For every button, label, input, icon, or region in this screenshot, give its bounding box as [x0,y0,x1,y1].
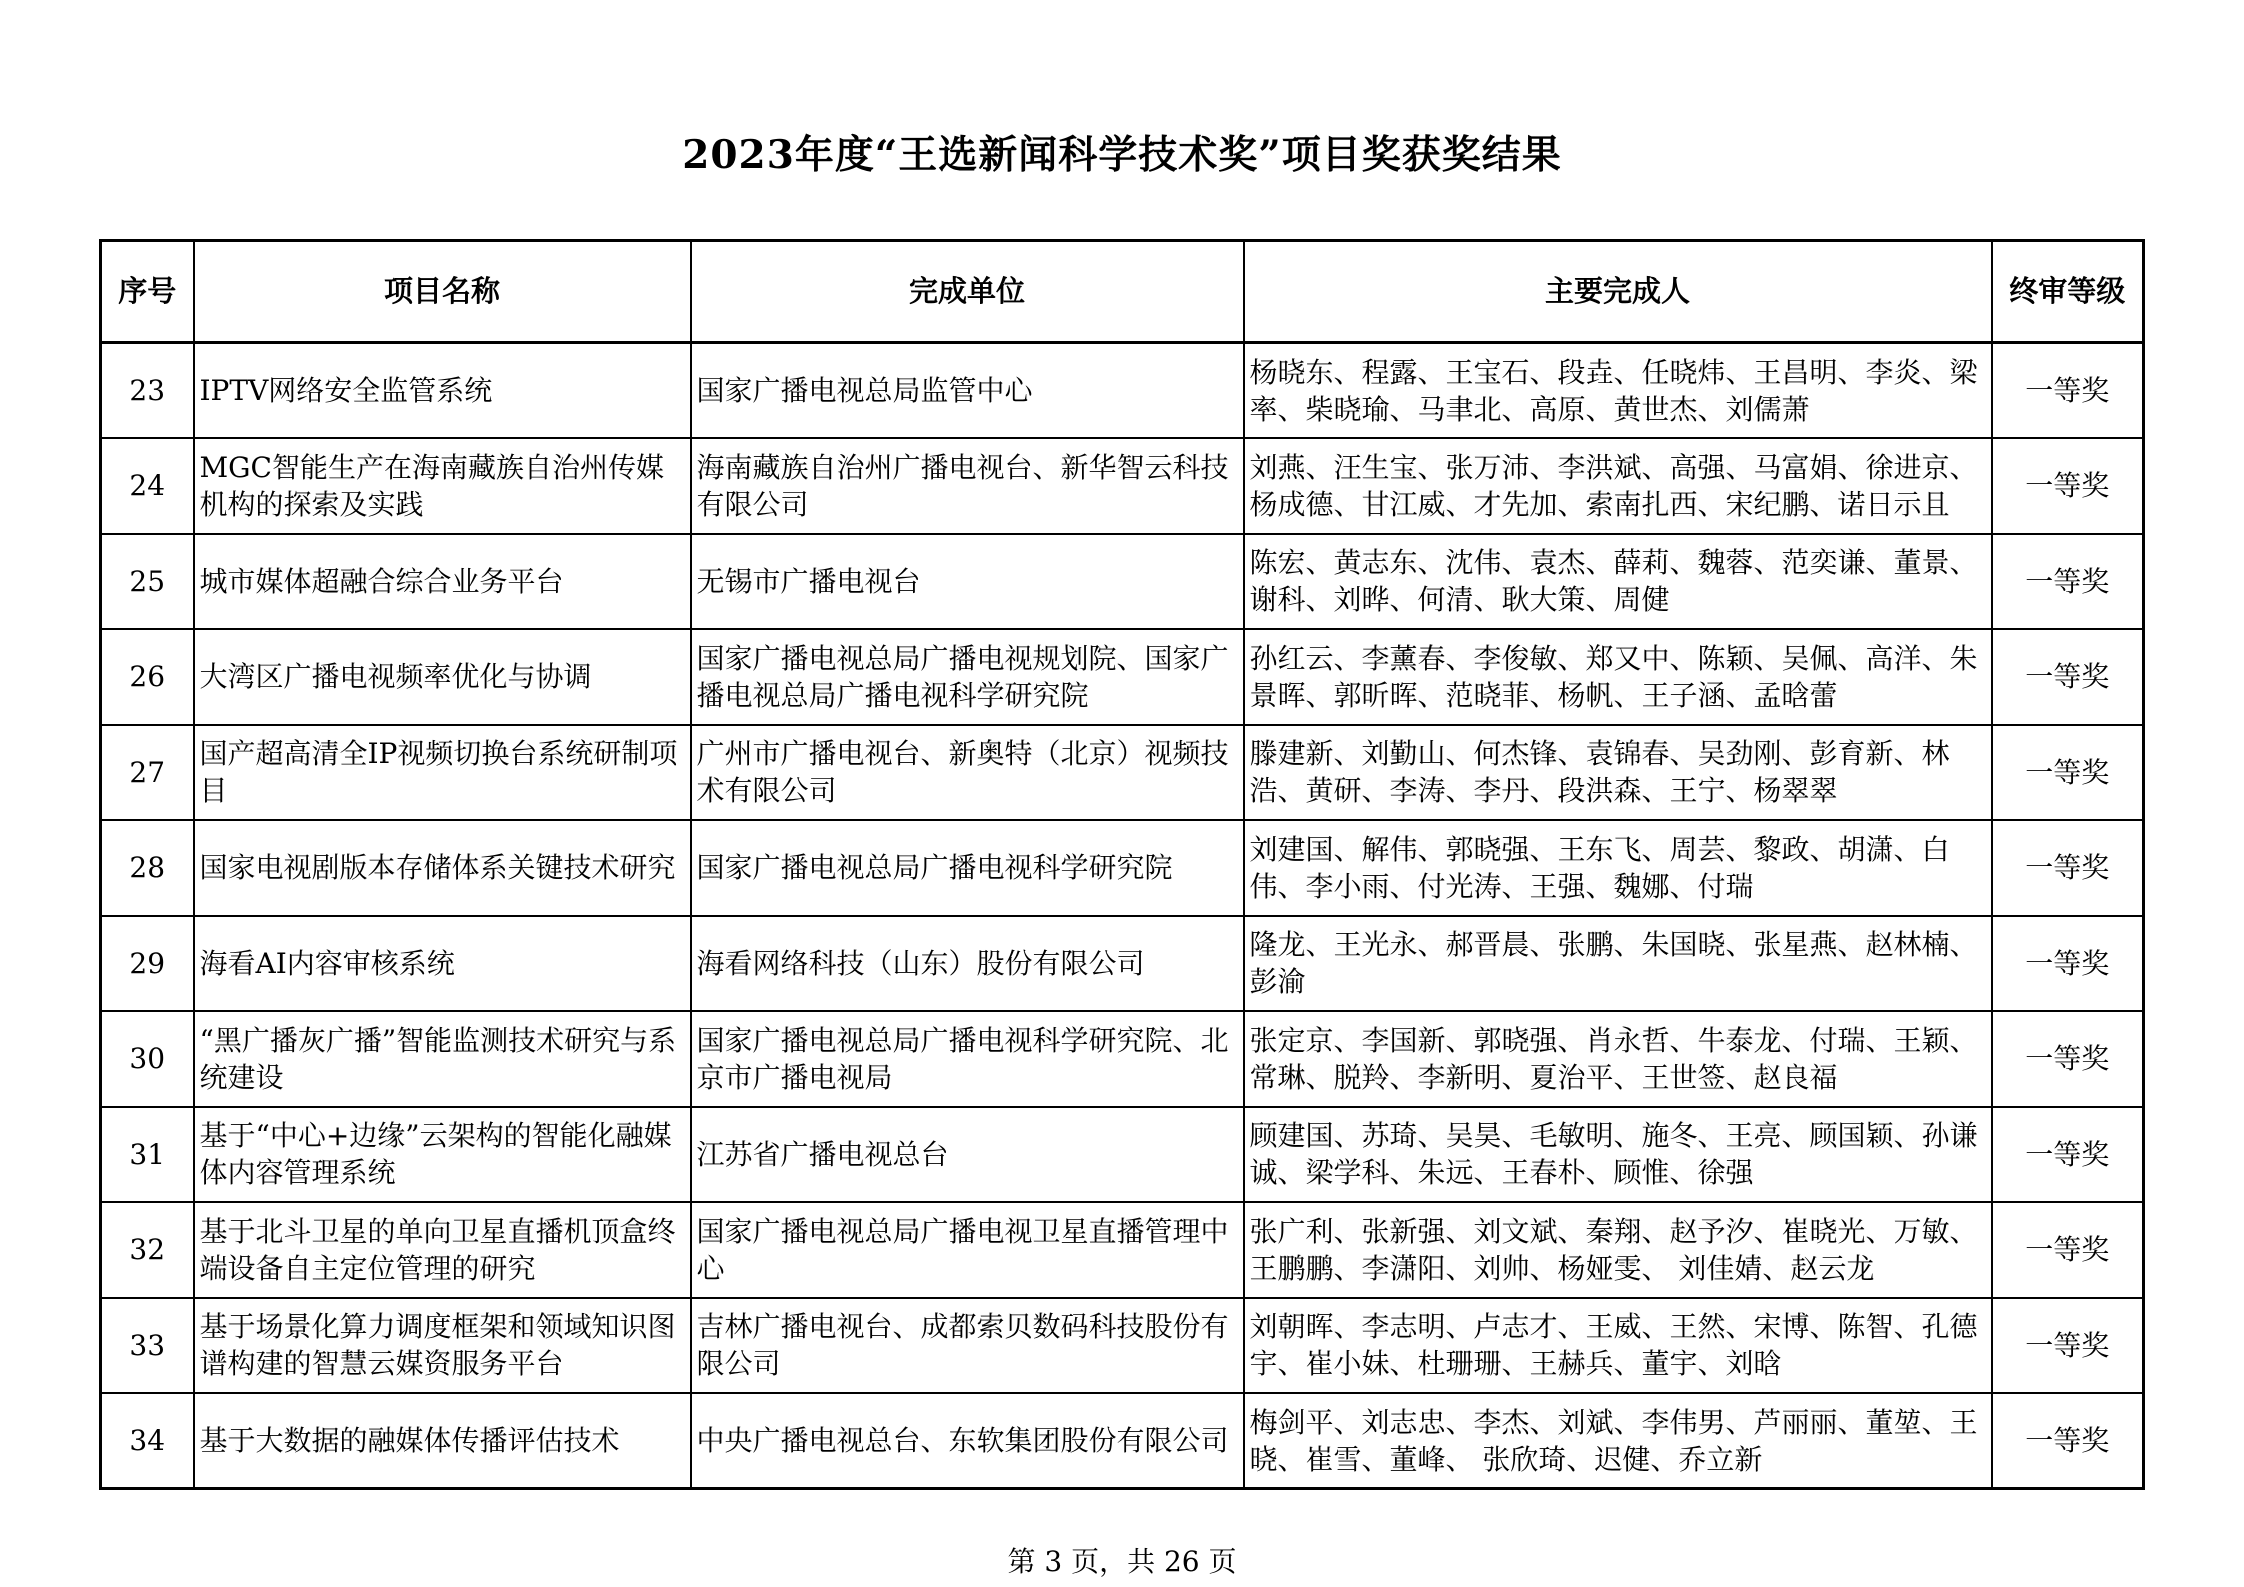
header-project-name: 项目名称 [194,241,691,343]
unit-cell: 国家广播电视总局广播电视科学研究院 [691,820,1244,916]
grade-cell: 一等奖 [1992,725,2144,821]
page-title: 2023年度“王选新闻科学技术奖”项目奖获奖结果 [682,132,1562,178]
unit-cell: 国家广播电视总局广播电视卫星直播管理中心 [691,1202,1244,1298]
unit-cell: 国家广播电视总局广播电视规划院、国家广播电视总局广播电视科学研究院 [691,629,1244,725]
unit-cell: 吉林广播电视台、成都索贝数码科技股份有限公司 [691,1298,1244,1394]
row-number: 28 [101,820,194,916]
people-cell: 张定京、李国新、郭晓强、肖永哲、牛泰龙、付瑞、王颖、常琳、脱羚、李新明、夏治平、王世签、赵良福 [1244,1011,1992,1107]
table-row [101,916,2144,1012]
grade-cell: 一等奖 [1992,438,2144,534]
people-cell: 刘朝晖、李志明、卢志才、王威、王然、宋博、陈智、孔德宇、崔小妹、杜珊珊、王赫兵、董宇、刘晗 [1244,1298,1992,1394]
table-row [101,1298,2144,1394]
grade-cell: 一等奖 [1992,916,2144,1012]
people-cell: 梅剑平、刘志忠、李杰、刘斌、李伟男、芦丽丽、董堃、王晓、崔雪、董峰、 张欣琦、迟健、乔立新 [1244,1393,1992,1489]
awards-table [99,239,2145,1490]
table-row [101,343,2144,439]
row-number: 30 [101,1011,194,1107]
project-name-cell: 大湾区广播电视频率优化与协调 [194,629,691,725]
people-cell: 刘建国、解伟、郭晓强、王东飞、周芸、黎政、胡潇、白伟、李小雨、付光涛、王强、魏娜、付瑞 [1244,820,1992,916]
project-name-cell: 城市媒体超融合综合业务平台 [194,534,691,630]
project-name-cell: 基于北斗卫星的单向卫星直播机顶盒终端设备自主定位管理的研究 [194,1202,691,1298]
header-people: 主要完成人 [1244,241,1992,343]
project-name-cell: MGC智能生产在海南藏族自治州传媒机构的探索及实践 [194,438,691,534]
people-cell: 顾建国、苏琦、吴昊、毛敏明、施冬、王亮、顾国颖、孙谦诚、梁学科、朱远、王春朴、顾惟、徐强 [1244,1107,1992,1203]
table-row [101,1107,2144,1203]
unit-cell: 海南藏族自治州广播电视台、新华智云科技有限公司 [691,438,1244,534]
grade-cell: 一等奖 [1992,820,2144,916]
header-row [101,241,2144,343]
row-number: 29 [101,916,194,1012]
grade-cell: 一等奖 [1992,1202,2144,1298]
grade-cell: 一等奖 [1992,534,2144,630]
row-number: 24 [101,438,194,534]
people-cell: 滕建新、刘勤山、何杰锋、袁锦春、吴劲刚、彭育新、林浩、黄研、李涛、李丹、段洪森、王宁、杨翠翠 [1244,725,1992,821]
people-cell: 杨晓东、程露、王宝石、段垚、任晓炜、王昌明、李炎、梁率、柴晓瑜、马聿北、高原、黄世杰、刘儒萧 [1244,343,1992,439]
header-unit: 完成单位 [691,241,1244,343]
row-number: 32 [101,1202,194,1298]
unit-cell: 国家广播电视总局监管中心 [691,343,1244,439]
people-cell: 陈宏、黄志东、沈伟、袁杰、薛莉、魏蓉、范奕谦、董景、谢科、刘晔、何清、耿大策、周健 [1244,534,1992,630]
grade-cell: 一等奖 [1992,1011,2144,1107]
table-row [101,534,2144,630]
project-name-cell: IPTV网络安全监管系统 [194,343,691,439]
people-cell: 孙红云、李薰春、李俊敏、郑又中、陈颖、吴佩、高洋、朱景晖、郭昕晖、范晓菲、杨帆、王子涵、孟晗蕾 [1244,629,1992,725]
row-number: 23 [101,343,194,439]
project-name-cell: 基于大数据的融媒体传播评估技术 [194,1393,691,1489]
table-row [101,1393,2144,1489]
people-cell: 张广利、张新强、刘文斌、秦翔、赵予汐、崔晓光、万敏、王鹏鹏、李潇阳、刘帅、杨娅雯、 刘佳婧、赵云龙 [1244,1202,1992,1298]
table-row [101,725,2144,821]
project-name-cell: “黑广播灰广播”智能监测技术研究与系统建设 [194,1011,691,1107]
grade-cell: 一等奖 [1992,343,2144,439]
people-cell: 隆龙、王光永、郝晋晨、张鹏、朱国晓、张星燕、赵林楠、彭渝 [1244,916,1992,1012]
table-row [101,820,2144,916]
table-row [101,629,2144,725]
unit-cell: 无锡市广播电视台 [691,534,1244,630]
grade-cell: 一等奖 [1992,1107,2144,1203]
project-name-cell: 海看AI内容审核系统 [194,916,691,1012]
grade-cell: 一等奖 [1992,629,2144,725]
project-name-cell: 国产超高清全IP视频切换台系统研制项目 [194,725,691,821]
unit-cell: 海看网络科技（山东）股份有限公司 [691,916,1244,1012]
row-number: 31 [101,1107,194,1203]
row-number: 26 [101,629,194,725]
table-row [101,438,2144,534]
unit-cell: 江苏省广播电视总台 [691,1107,1244,1203]
grade-cell: 一等奖 [1992,1298,2144,1394]
header-grade: 终审等级 [1992,241,2144,343]
row-number: 25 [101,534,194,630]
row-number: 33 [101,1298,194,1394]
row-number: 27 [101,725,194,821]
unit-cell: 国家广播电视总局广播电视科学研究院、北京市广播电视局 [691,1011,1244,1107]
people-cell: 刘燕、汪生宝、张万沛、李洪斌、高强、马富娟、徐进京、杨成德、甘江威、才先加、索南扎西、宋纪鹏、诺日示且 [1244,438,1992,534]
table-row [101,1202,2144,1298]
unit-cell: 中央广播电视总台、东软集团股份有限公司 [691,1393,1244,1489]
grade-cell: 一等奖 [1992,1393,2144,1489]
row-number: 34 [101,1393,194,1489]
header-no: 序号 [101,241,194,343]
unit-cell: 广州市广播电视台、新奥特（北京）视频技术有限公司 [691,725,1244,821]
table-row [101,1011,2144,1107]
project-name-cell: 基于“中心+边缘”云架构的智能化融媒体内容管理系统 [194,1107,691,1203]
project-name-cell: 国家电视剧版本存储体系关键技术研究 [194,820,691,916]
page-footer: 第 3 页，共 26 页 [1007,1545,1237,1578]
project-name-cell: 基于场景化算力调度框架和领域知识图谱构建的智慧云媒资服务平台 [194,1298,691,1394]
